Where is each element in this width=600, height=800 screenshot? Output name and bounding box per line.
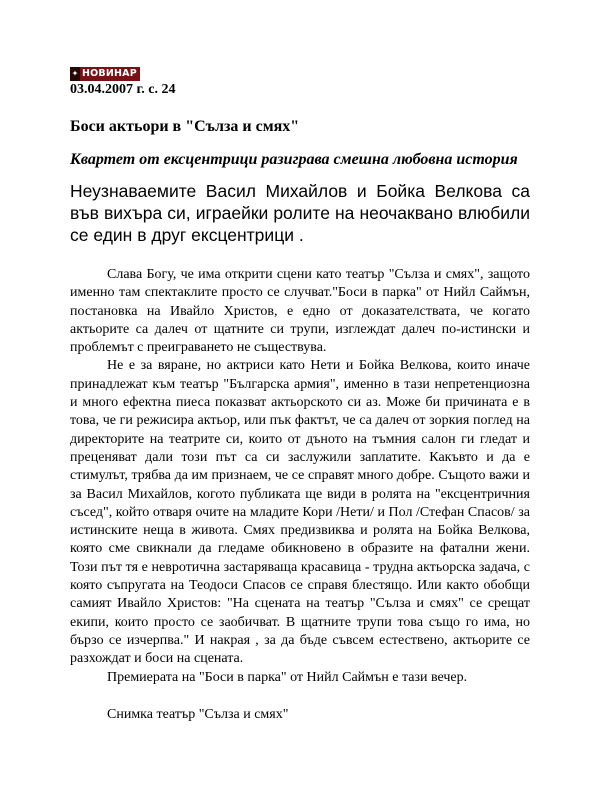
logo-text: НОВИНАР — [82, 68, 137, 79]
article-subheadline: Квартет от ексцентрици разиграва смешна любовна история — [70, 151, 518, 168]
newspaper-logo — [70, 67, 140, 81]
body-paragraph: Премиерата на "Боси в парка" от Нийл Саймън е тази вечер. — [107, 669, 468, 685]
body-paragraph: Не е за вяране, но актриси като Нети и Бойка Велкова, които иначе принадлежат към театър "Българска армия", именно в тази непретенциозна и много ефектна пиеса показват актьорското си аз. Може би причината е в това, че ги режисира актьор, или пък фактът, че са далеч от зоркия поглед на директорите на театрите си, които от дъното на тъмния салон ги гледат и преценяват дали този път са си заслужили заплатите. Какъвто и да е стимулът, трябва да им признаем, че се справят много добре. Същото важи и за Васил Михайлов, когото публиката ще види в ролята на "ексцентричния съсед", който отваря очите на младите Кори /Нети/ и Пол /Стефан Спасов/ за истинските неща в живота. Смях предизвиква и ролята на Бойка Велкова, която сме свикнали да гледаме обикновено в образите на фатални жени. Този път тя е невротична застаряваща красавица - трудна актьорска задача, с която съпругата на Теодоси Спасов се справя блестящо. Или както обобщи самият Ивайло Христов: "На сцената на театър "Сълза и смях" се срещат екипи, които просто се заобичват. В щатните трупи това също го има, но бързо се изчерпва." И накрая , за да бъде съвсем естествено, актьорите се разхождат и боси на сцената. — [70, 358, 530, 667]
logo-emblem-icon: ✦ — [70, 67, 80, 81]
body-paragraph: Слава Богу, че има открити сцени като театър "Сълза и смях", защото именно там спектаклите просто се случват."Боси в парка" от Нийл Саймън, постановка на Ивайло Христов, е едно от доказателствата, че когато актьорите са далеч от щатните си трупи, изглеждат далеч по-истински и проблемът с преиграването не съществува. — [70, 267, 530, 356]
publication-date: 03.04.2007 г. с. 24 — [70, 82, 176, 97]
article-headline: Боси актьори в "Сълза и смях" — [70, 118, 300, 135]
photo-caption: Снимка театър "Сълза и смях" — [107, 706, 289, 722]
article-lead: Неузнаваемите Васил Михайлов и Бойка Велкова са във вихъра си, играейки ролите на неочаквано влюбили се един в друг ексцентрици . — [70, 181, 530, 245]
article-body — [70, 266, 530, 724]
